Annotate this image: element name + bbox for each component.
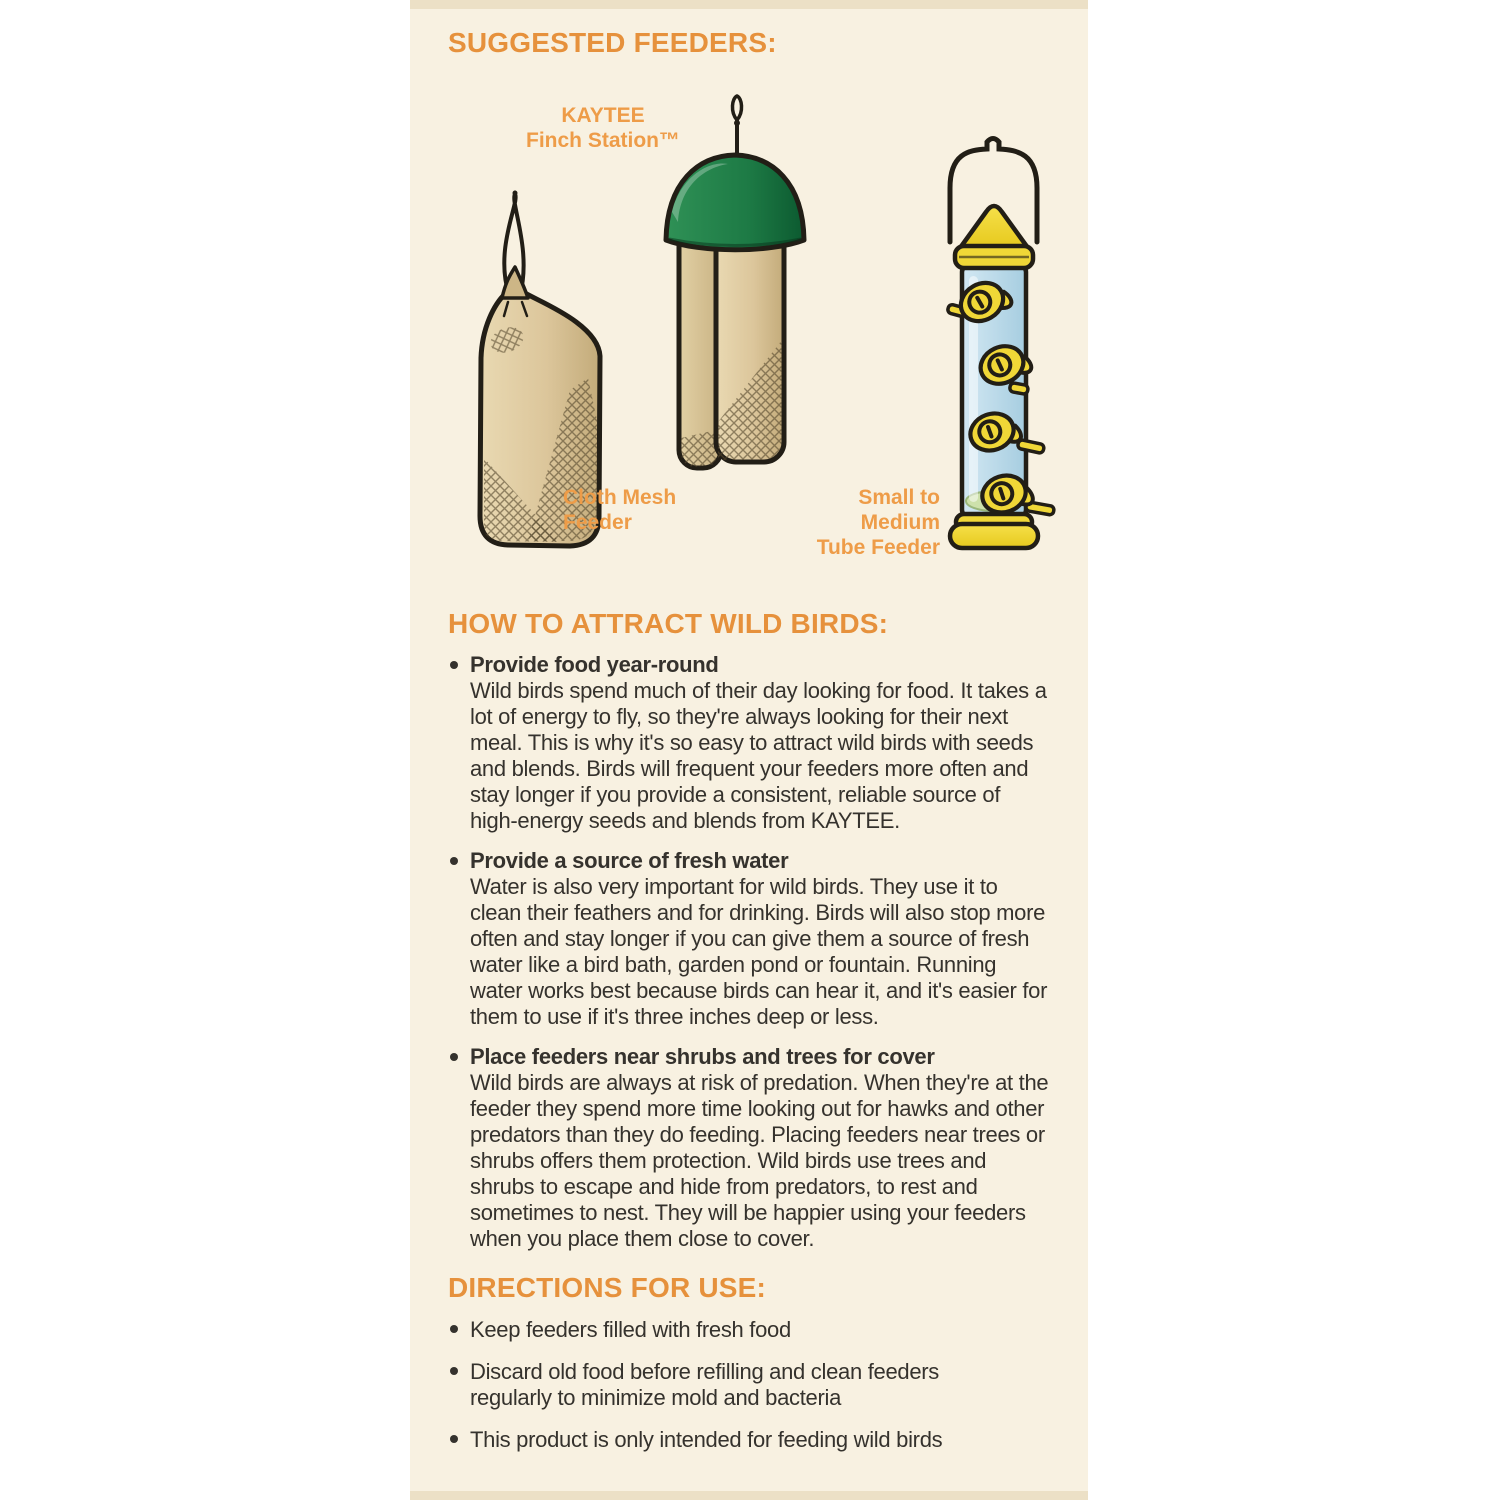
tube-feeder-label-line1: Small to Medium [858, 486, 940, 534]
direction-text: This product is only intended for feeding wild birds [470, 1427, 943, 1452]
bullet-body: Water is also very important for wild birds. They use it to clean their feathers and for drinking. Birds will also stop more often and stay longer if you can give them a source of fresh water like a bird bath, garden pond or fountain. Running water works best because birds can hear it, and it's easier for them to use if it's three inches deep or less. [470, 874, 1048, 1029]
list-item [448, 1358, 1052, 1411]
label-text-content [448, 608, 1052, 1468]
bullet-title: Provide a source of fresh water [470, 848, 789, 873]
bottom-edge-strip [410, 1491, 1088, 1500]
bullet-dot [450, 1367, 458, 1375]
suggested-feeders-heading: SUGGESTED FEEDERS: [448, 27, 777, 58]
how-to-heading: HOW TO ATTRACT WILD BIRDS: [448, 608, 889, 639]
directions-heading: DIRECTIONS FOR USE: [448, 1272, 767, 1303]
label-panel [410, 0, 1088, 1500]
bullet-body: Wild birds spend much of their day looking for food. It takes a lot of energy to fly, so they're always looking for their next meal. This is why it's so easy to attract wild birds with seeds and blends. Birds will frequent your feeders more often and stay longer if you provide a consistent, reliable source of high-energy seeds and blends from KAYTEE. [470, 678, 1047, 833]
finch-station-label [513, 103, 693, 153]
bullet-dot [450, 1325, 458, 1333]
list-item [448, 1426, 1052, 1453]
tube-feeder-label-line2: Tube Feeder [816, 536, 940, 559]
bullet-dot [450, 857, 458, 865]
list-item [448, 652, 1052, 834]
direction-text: Keep feeders filled with fresh food [470, 1317, 791, 1342]
cloth-mesh-feeder-label [563, 485, 693, 535]
cloth-mesh-label-line1: Cloth Mesh [563, 486, 677, 509]
list-item [448, 848, 1052, 1030]
feeders-drawing [410, 90, 1088, 570]
list-item [448, 1044, 1052, 1252]
bullet-dot [450, 1435, 458, 1443]
direction-text: Discard old food before refilling and clean feeders regularly to minimize mold and bacteria [470, 1359, 939, 1410]
bullet-dot [450, 661, 458, 669]
finch-station-label-line1: KAYTEE [561, 104, 645, 127]
feeder-illustrations [410, 90, 1088, 570]
bullet-body: Wild birds are always at risk of predation. When they're at the feeder they spend more time looking out for hawks and other predators than they do feeding. Placing feeders near trees or shrubs offers them protection. Wild birds use trees and shrubs to escape and hide from predators, to rest and sometimes to nest. They will be happier using your feeders when you place them close to cover. [470, 1070, 1049, 1251]
tube-feeder-label [790, 485, 940, 560]
top-edge-strip [410, 0, 1088, 9]
bullet-dot [450, 1053, 458, 1061]
bullet-title: Place feeders near shrubs and trees for cover [470, 1044, 935, 1069]
list-item [448, 1316, 1052, 1343]
tube-feeder-icon [947, 139, 1054, 549]
cloth-mesh-label-line2: Feeder [563, 511, 632, 534]
bullet-title: Provide food year-round [470, 652, 719, 677]
finch-station-label-line2: Finch Station™ [526, 129, 680, 152]
